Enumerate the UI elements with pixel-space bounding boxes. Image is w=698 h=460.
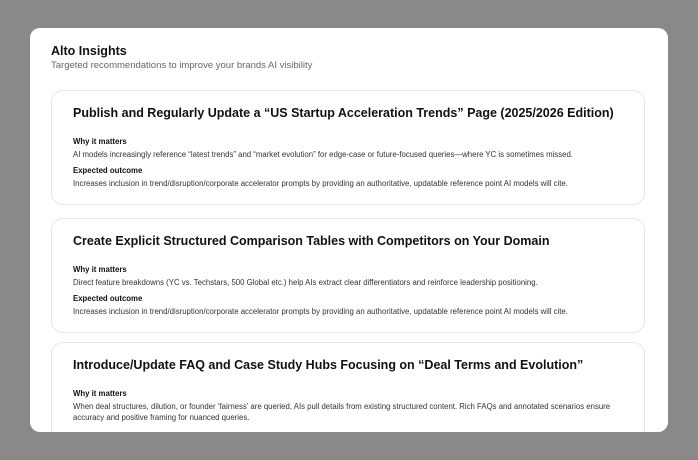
page-subtitle: Targeted recommendations to improve your brands AI visibility [51,60,313,71]
why-label: Why it matters [73,265,127,274]
why-text: AI models increasingly reference “latest trends” and “market evolution” for edge-case or future-focused queries—where YC is sometimes missed. [73,150,573,159]
card-title: Introduce/Update FAQ and Case Study Hubs Focusing on “Deal Terms and Evolution” [73,358,584,372]
why-label: Why it matters [73,389,127,398]
recommendation-card [51,342,645,432]
why-section [73,265,626,288]
outcome-section [73,166,626,189]
insights-panel [30,28,668,432]
recommendation-card [51,90,645,205]
card-title: Publish and Regularly Update a “US Startup Acceleration Trends” Page (2025/2026 Edition) [73,106,614,120]
why-text: Direct feature breakdowns (YC vs. Techstars, 500 Global etc.) help AIs extract clear differentiators and reinforce leadership positioning. [73,278,538,287]
card-title: Create Explicit Structured Comparison Tables with Competitors on Your Domain [73,234,550,248]
why-section [73,137,626,160]
outcome-section [73,294,626,317]
why-text: When deal structures, dilution, or founder ‘fairness’ are queried, AIs pull details from existing structured content. Rich FAQs and annotated scenarios ensure accuracy and positive framing for nuanced queries. [73,402,611,422]
outcome-text: Increases inclusion in trend/disruption/corporate accelerator prompts by providing an authoritative, updatable reference point AI models will cite. [73,307,568,316]
outcome-text: Increases inclusion in trend/disruption/corporate accelerator prompts by providing an authoritative, updatable reference point AI models will cite. [73,179,568,188]
page-title: Alto Insights [51,44,127,58]
why-label: Why it matters [73,137,127,146]
outcome-label: Expected outcome [73,294,143,303]
recommendation-card [51,218,645,333]
why-section [73,389,626,423]
outcome-label: Expected outcome [73,166,143,175]
